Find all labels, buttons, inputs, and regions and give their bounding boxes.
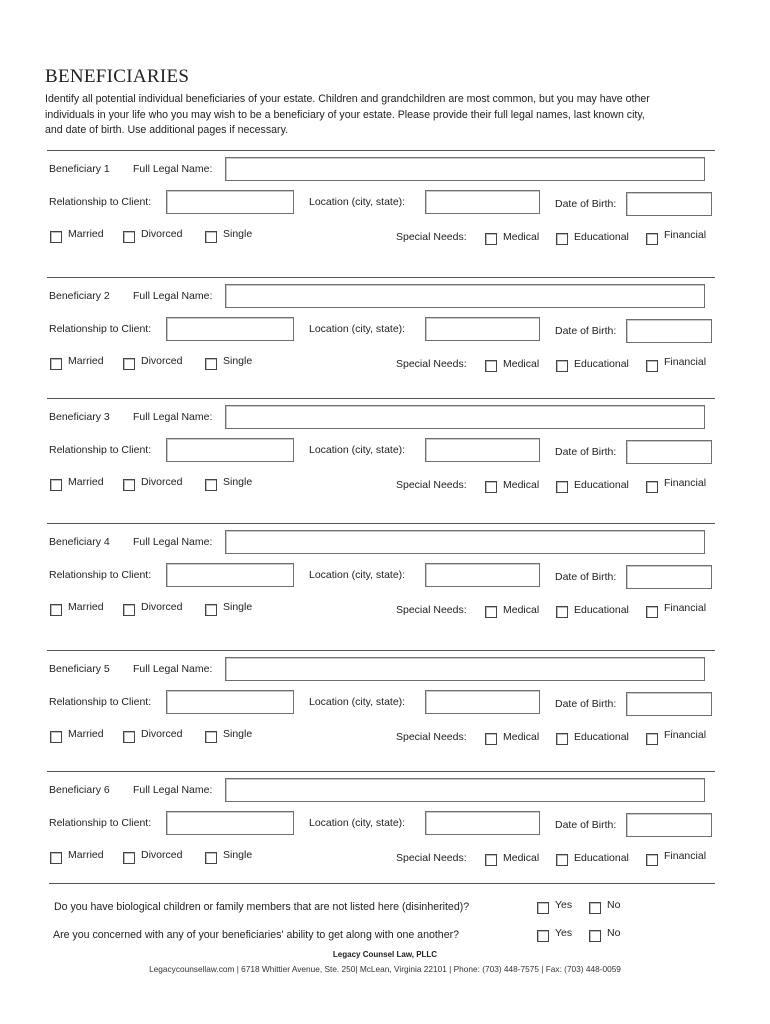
- date-of-birth-input[interactable]: [626, 440, 712, 464]
- divorced-checkbox[interactable]: [123, 852, 135, 864]
- single-checkbox[interactable]: [205, 604, 217, 616]
- beneficiary-number: Beneficiary 1: [49, 163, 110, 175]
- full-legal-name-input[interactable]: [225, 284, 705, 308]
- divorced-label: Divorced: [141, 601, 183, 613]
- married-checkbox[interactable]: [50, 604, 62, 616]
- location-input[interactable]: [425, 317, 540, 341]
- single-checkbox[interactable]: [205, 731, 217, 743]
- divorced-label: Divorced: [141, 728, 183, 740]
- full-legal-name-label: Full Legal Name:: [133, 290, 213, 302]
- divorced-checkbox[interactable]: [123, 358, 135, 370]
- intro-line: individuals in your life who you may wish to be a beneficiary of your estate. Please provide their full legal names, last known city,: [45, 108, 645, 121]
- date-of-birth-input[interactable]: [626, 813, 712, 837]
- medical-checkbox[interactable]: [485, 854, 497, 866]
- location-label: Location (city, state):: [309, 323, 406, 335]
- married-label: Married: [68, 228, 104, 240]
- relationship-label: Relationship to Client:: [49, 569, 152, 581]
- financial-checkbox[interactable]: [646, 733, 658, 745]
- relationship-input[interactable]: [166, 563, 294, 587]
- conflict-yes-label: Yes: [555, 927, 573, 939]
- beneficiary-block: [0, 277, 770, 397]
- beneficiary-number: Beneficiary 6: [49, 784, 110, 796]
- page-title: BENEFICIARIES: [45, 66, 190, 87]
- disinherited-question: Do you have biological children or family members that are not listed here (disinherited)?: [54, 901, 470, 913]
- single-checkbox[interactable]: [205, 479, 217, 491]
- relationship-input[interactable]: [166, 190, 294, 214]
- financial-label: Financial: [664, 850, 707, 862]
- beneficiary-block: [0, 398, 770, 518]
- medical-label: Medical: [503, 852, 540, 864]
- full-legal-name-input[interactable]: [225, 657, 705, 681]
- special-needs-label: Special Needs:: [396, 479, 467, 491]
- divorced-checkbox[interactable]: [123, 479, 135, 491]
- married-checkbox[interactable]: [50, 731, 62, 743]
- intro-line: and date of birth. Use additional pages if necessary.: [45, 124, 289, 136]
- footer-firm-name: Legacy Counsel Law, PLLC: [332, 950, 438, 959]
- relationship-input[interactable]: [166, 317, 294, 341]
- special-needs-label: Special Needs:: [396, 231, 467, 243]
- married-checkbox[interactable]: [50, 358, 62, 370]
- educational-label: Educational: [574, 731, 629, 743]
- date-of-birth-input[interactable]: [626, 692, 712, 716]
- location-input[interactable]: [425, 690, 540, 714]
- educational-label: Educational: [574, 231, 629, 243]
- footer-address: Legacycounsellaw.com | 6718 Whittier Avenue, Ste. 250| McLean, Virginia 22101 | Phone: (703) 448-7575 | Fax: (703) 448-0059: [149, 964, 621, 974]
- date-of-birth-label: Date of Birth:: [555, 198, 617, 210]
- financial-checkbox[interactable]: [646, 606, 658, 618]
- relationship-input[interactable]: [166, 811, 294, 835]
- conflict-no-label: No: [607, 927, 621, 939]
- educational-label: Educational: [574, 852, 629, 864]
- intro-line: Identify all potential individual beneficiaries of your estate. Children and grandchildren are most common, but you may have other: [45, 93, 650, 105]
- beneficiary-number: Beneficiary 5: [49, 663, 110, 675]
- medical-label: Medical: [503, 479, 540, 491]
- location-input[interactable]: [425, 811, 540, 835]
- location-input[interactable]: [425, 190, 540, 214]
- beneficiary-number: Beneficiary 3: [49, 411, 110, 423]
- divorced-label: Divorced: [141, 228, 183, 240]
- section-divider: [47, 398, 715, 399]
- disinherited-no-label: No: [607, 899, 621, 911]
- date-of-birth-input[interactable]: [626, 192, 712, 216]
- full-legal-name-label: Full Legal Name:: [133, 663, 213, 675]
- married-label: Married: [68, 601, 104, 613]
- section-divider: [47, 771, 715, 772]
- section-divider: [47, 650, 715, 651]
- special-needs-label: Special Needs:: [396, 604, 467, 616]
- educational-checkbox[interactable]: [556, 360, 568, 372]
- disinherited-yes-label: Yes: [555, 899, 573, 911]
- date-of-birth-input[interactable]: [626, 565, 712, 589]
- date-of-birth-label: Date of Birth:: [555, 446, 617, 458]
- single-label: Single: [223, 849, 253, 861]
- conflict-no-checkbox[interactable]: [589, 930, 601, 942]
- married-label: Married: [68, 476, 104, 488]
- conflict-question: Are you concerned with any of your beneficiaries' ability to get along with one another?: [53, 929, 460, 941]
- full-legal-name-label: Full Legal Name:: [133, 536, 213, 548]
- full-legal-name-label: Full Legal Name:: [133, 784, 213, 796]
- divorced-label: Divorced: [141, 849, 183, 861]
- location-label: Location (city, state):: [309, 569, 406, 581]
- relationship-label: Relationship to Client:: [49, 696, 152, 708]
- section-divider: [47, 523, 715, 524]
- section-divider: [47, 150, 715, 151]
- date-of-birth-label: Date of Birth:: [555, 698, 617, 710]
- financial-label: Financial: [664, 356, 707, 368]
- financial-label: Financial: [664, 602, 707, 614]
- single-label: Single: [223, 601, 253, 613]
- location-label: Location (city, state):: [309, 696, 406, 708]
- date-of-birth-input[interactable]: [626, 319, 712, 343]
- educational-checkbox[interactable]: [556, 233, 568, 245]
- married-label: Married: [68, 849, 104, 861]
- location-label: Location (city, state):: [309, 444, 406, 456]
- special-needs-label: Special Needs:: [396, 731, 467, 743]
- married-checkbox[interactable]: [50, 852, 62, 864]
- financial-label: Financial: [664, 229, 707, 241]
- educational-checkbox[interactable]: [556, 481, 568, 493]
- married-label: Married: [68, 355, 104, 367]
- educational-label: Educational: [574, 358, 629, 370]
- disinherited-yes-checkbox[interactable]: [537, 902, 549, 914]
- special-needs-label: Special Needs:: [396, 852, 467, 864]
- medical-checkbox[interactable]: [485, 481, 497, 493]
- medical-checkbox[interactable]: [485, 233, 497, 245]
- financial-checkbox[interactable]: [646, 360, 658, 372]
- disinherited-no-checkbox[interactable]: [589, 902, 601, 914]
- educational-checkbox[interactable]: [556, 733, 568, 745]
- educational-label: Educational: [574, 479, 629, 491]
- full-legal-name-input[interactable]: [225, 405, 705, 429]
- beneficiary-block: [0, 150, 770, 270]
- educational-checkbox[interactable]: [556, 854, 568, 866]
- date-of-birth-label: Date of Birth:: [555, 325, 617, 337]
- section-divider: [47, 277, 715, 278]
- location-input[interactable]: [425, 563, 540, 587]
- medical-label: Medical: [503, 604, 540, 616]
- location-label: Location (city, state):: [309, 817, 406, 829]
- married-label: Married: [68, 728, 104, 740]
- beneficiary-number: Beneficiary 4: [49, 536, 110, 548]
- intro-text: [45, 92, 735, 139]
- special-needs-label: Special Needs:: [396, 358, 467, 370]
- relationship-label: Relationship to Client:: [49, 196, 152, 208]
- married-checkbox[interactable]: [50, 479, 62, 491]
- single-label: Single: [223, 476, 253, 488]
- relationship-label: Relationship to Client:: [49, 817, 152, 829]
- financial-checkbox[interactable]: [646, 854, 658, 866]
- medical-checkbox[interactable]: [485, 360, 497, 372]
- married-checkbox[interactable]: [50, 231, 62, 243]
- full-legal-name-input[interactable]: [225, 157, 705, 181]
- single-checkbox[interactable]: [205, 852, 217, 864]
- educational-label: Educational: [574, 604, 629, 616]
- medical-checkbox[interactable]: [485, 606, 497, 618]
- financial-checkbox[interactable]: [646, 233, 658, 245]
- beneficiary-block: [0, 523, 770, 643]
- relationship-input[interactable]: [166, 690, 294, 714]
- beneficiary-block: [0, 771, 770, 891]
- full-legal-name-label: Full Legal Name:: [133, 163, 213, 175]
- single-label: Single: [223, 355, 253, 367]
- beneficiary-number: Beneficiary 2: [49, 290, 110, 302]
- full-legal-name-input[interactable]: [225, 778, 705, 802]
- financial-checkbox[interactable]: [646, 481, 658, 493]
- financial-label: Financial: [664, 729, 707, 741]
- beneficiary-block: [0, 650, 770, 770]
- divorced-label: Divorced: [141, 355, 183, 367]
- single-label: Single: [223, 228, 253, 240]
- divorced-checkbox[interactable]: [123, 231, 135, 243]
- single-label: Single: [223, 728, 253, 740]
- single-checkbox[interactable]: [205, 358, 217, 370]
- location-input[interactable]: [425, 438, 540, 462]
- educational-checkbox[interactable]: [556, 606, 568, 618]
- divorced-checkbox[interactable]: [123, 604, 135, 616]
- date-of-birth-label: Date of Birth:: [555, 571, 617, 583]
- conflict-yes-checkbox[interactable]: [537, 930, 549, 942]
- relationship-label: Relationship to Client:: [49, 323, 152, 335]
- divorced-label: Divorced: [141, 476, 183, 488]
- date-of-birth-label: Date of Birth:: [555, 819, 617, 831]
- medical-label: Medical: [503, 731, 540, 743]
- section-divider: [49, 883, 715, 884]
- location-label: Location (city, state):: [309, 196, 406, 208]
- medical-label: Medical: [503, 358, 540, 370]
- single-checkbox[interactable]: [205, 231, 217, 243]
- financial-label: Financial: [664, 477, 707, 489]
- full-legal-name-label: Full Legal Name:: [133, 411, 213, 423]
- divorced-checkbox[interactable]: [123, 731, 135, 743]
- relationship-input[interactable]: [166, 438, 294, 462]
- medical-label: Medical: [503, 231, 540, 243]
- medical-checkbox[interactable]: [485, 733, 497, 745]
- relationship-label: Relationship to Client:: [49, 444, 152, 456]
- full-legal-name-input[interactable]: [225, 530, 705, 554]
